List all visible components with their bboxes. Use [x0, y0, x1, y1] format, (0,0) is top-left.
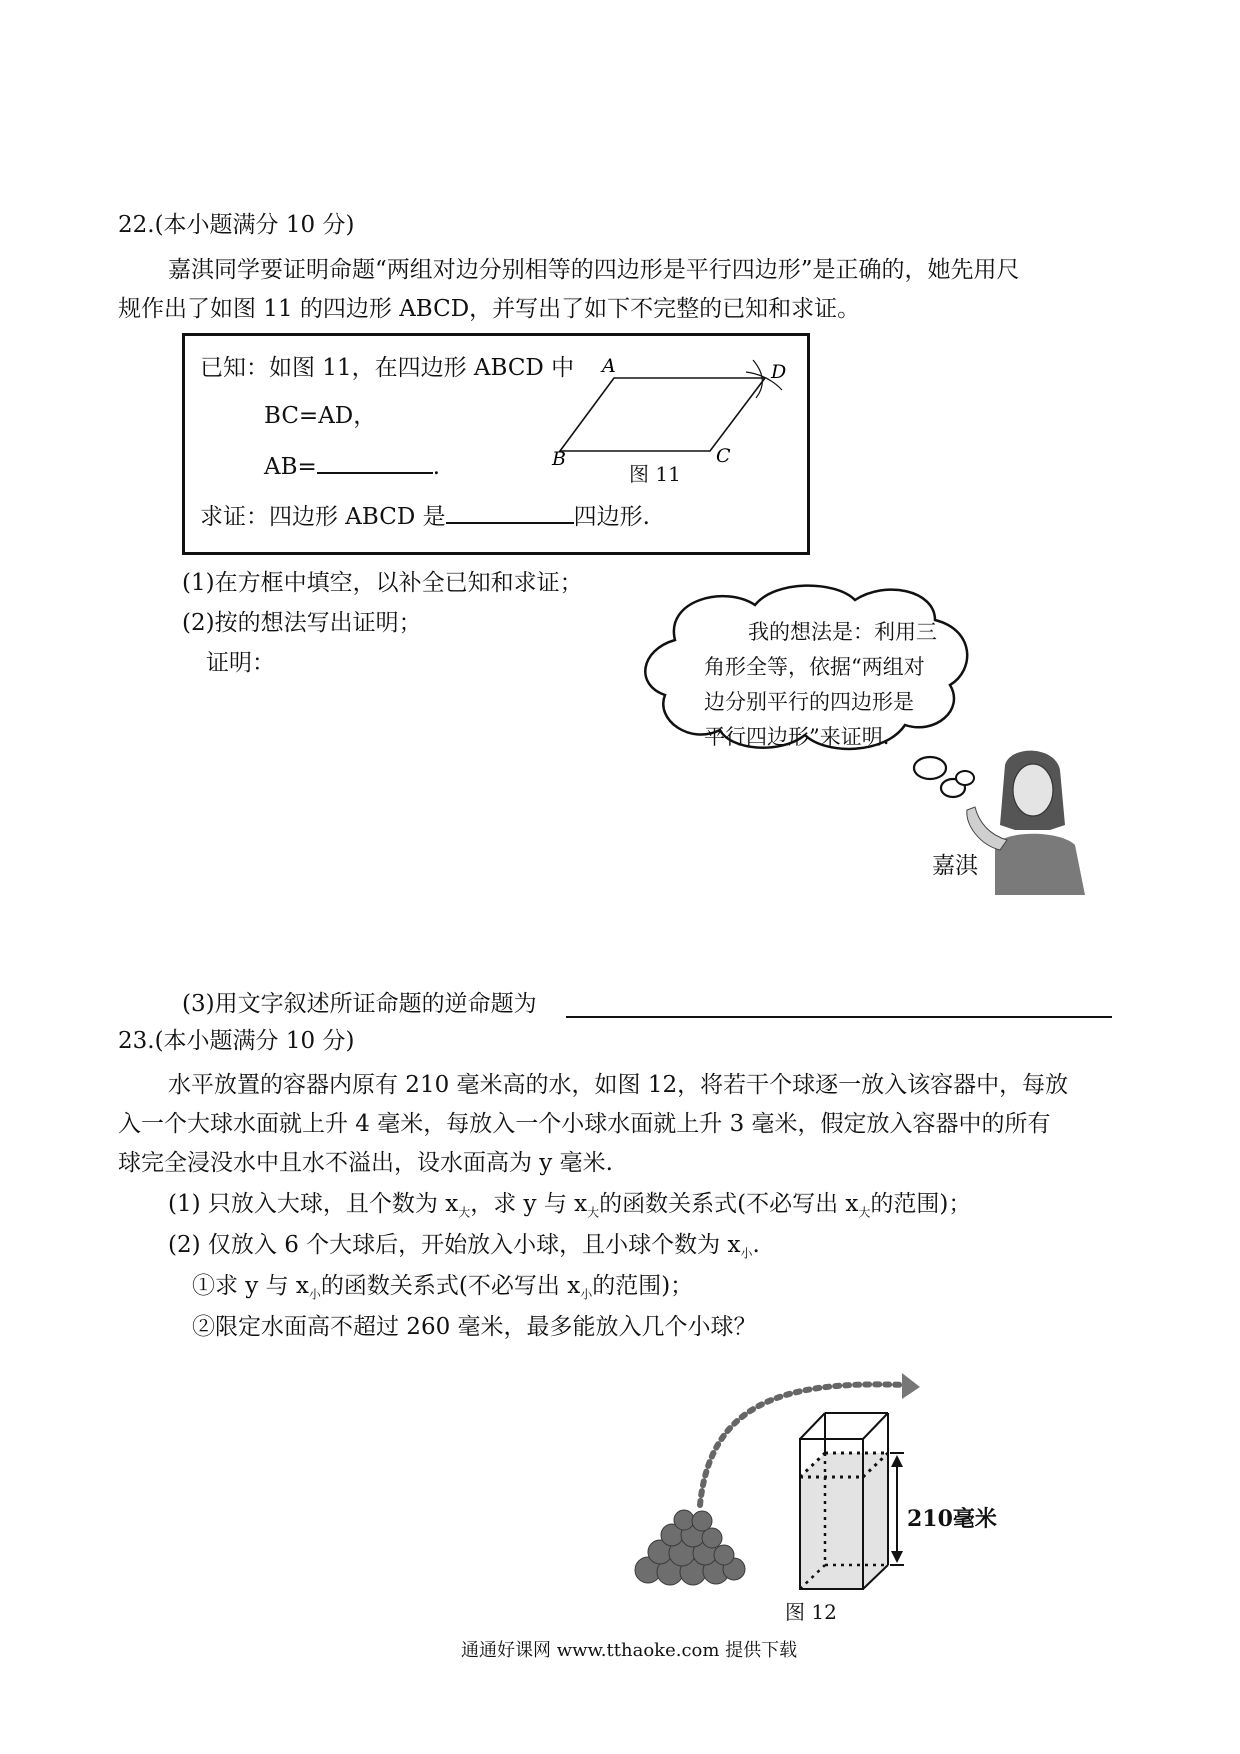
- q22-part2: (2)按的想法写出证明；: [182, 610, 422, 636]
- prove-suffix: 四边形.: [573, 504, 650, 530]
- q23-header: 23.(本小题满分 10 分): [118, 1028, 355, 1054]
- character-name: 嘉淇: [932, 853, 978, 879]
- subscript-large: 大: [587, 1205, 600, 1220]
- subscript-small: 小: [308, 1287, 321, 1302]
- converse-answer-line[interactable]: [566, 1016, 1112, 1018]
- subscript-large: 大: [858, 1205, 871, 1220]
- q23-part2: [168, 1234, 760, 1260]
- ab-blank[interactable]: [317, 454, 433, 474]
- vertex-c-label: C: [716, 445, 731, 467]
- q23-line2: 入一个大球水面就上升 4 毫米，每放入一个小球水面就上升 3 毫米，假定放入容器中的所有: [118, 1111, 1051, 1137]
- q23-sub1-text-c: 的范围)；: [592, 1273, 694, 1299]
- vertex-a-label: A: [602, 355, 616, 377]
- q23-part2-text-a: (2) 仅放入 6 个大球后，开始放入小球，且小球个数为 x: [168, 1232, 741, 1258]
- q22-header: 22.(本小题满分 10 分): [118, 212, 355, 238]
- q22-intro-line2: 规作出了如图 11 的四边形 ABCD，并写出了如下不完整的已知和求证。: [118, 296, 861, 322]
- known-line3-suffix: .: [432, 454, 441, 480]
- q22-part1: (1)在方框中填空，以补全已知和求证；: [182, 570, 583, 596]
- q23-sub1-text-a: ①求 y 与 x: [192, 1273, 309, 1299]
- height-label: 210毫米: [907, 1506, 997, 1532]
- q23-sub1: [192, 1275, 693, 1301]
- subscript-large: 大: [458, 1205, 471, 1220]
- page-footer: 通通好课网 www.tthaoke.com 提供下载: [461, 1640, 798, 1661]
- q23-part1-text-b: ，求 y 与 x: [470, 1191, 588, 1217]
- q23-part1-text-c: 的函数关系式(不必写出 x: [599, 1191, 859, 1217]
- figure-11-caption: 图 11: [629, 462, 681, 486]
- q23-part1: [168, 1193, 971, 1219]
- known-line1: 已知：如图 11，在四边形 ABCD 中: [200, 355, 575, 381]
- prove-line: [200, 504, 650, 529]
- q23-part1-text-d: 的范围)；: [870, 1191, 972, 1217]
- proof-label: 证明：: [206, 650, 275, 676]
- ball-pile: [635, 1510, 745, 1585]
- known-line3: [264, 454, 440, 479]
- q22-part3: (3)用文字叙述所证命题的逆命题为: [182, 991, 537, 1017]
- q23-line3: 球完全浸没水中且水不溢出，设水面高为 y 毫米.: [118, 1150, 613, 1176]
- subscript-small: 小: [580, 1287, 593, 1302]
- q22-intro-line1: 嘉淇同学要证明命题“两组对边分别相等的四边形是平行四边形”是正确的，她先用尺: [168, 257, 1020, 283]
- vertex-b-label: B: [552, 448, 566, 470]
- q23-sub2: ②限定水面高不超过 260 毫米，最多能放入几个小球？: [192, 1314, 757, 1340]
- subscript-small: 小: [740, 1246, 753, 1261]
- shape-blank[interactable]: [446, 504, 574, 524]
- q23-part1-text-a: (1) 只放入大球，且个数为 x: [168, 1191, 459, 1217]
- thought-line2: 角形全等，依据“两组对: [704, 655, 925, 679]
- q23-part2-text-b: .: [752, 1232, 760, 1258]
- thought-line3: 边分别平行的四边形是: [704, 690, 914, 714]
- known-line3-prefix: AB=: [264, 454, 317, 480]
- vertex-d-label: D: [771, 361, 787, 383]
- known-line2: BC=AD，: [264, 403, 377, 429]
- q23-sub1-text-b: 的函数关系式(不必写出 x: [320, 1273, 581, 1299]
- thought-line1: 我的想法是：利用三: [748, 620, 937, 644]
- girl-illustration: [965, 745, 1095, 895]
- figure-12: [630, 1365, 1100, 1595]
- figure-12-caption: 图 12: [785, 1600, 837, 1624]
- q23-line1: 水平放置的容器内原有 210 毫米高的水，如图 12，将若干个球逐一放入该容器中，每放: [168, 1072, 1069, 1098]
- prove-prefix: 求证：四边形 ABCD 是: [200, 504, 446, 530]
- thought-line4: 平行四边形”来证明.: [704, 725, 890, 749]
